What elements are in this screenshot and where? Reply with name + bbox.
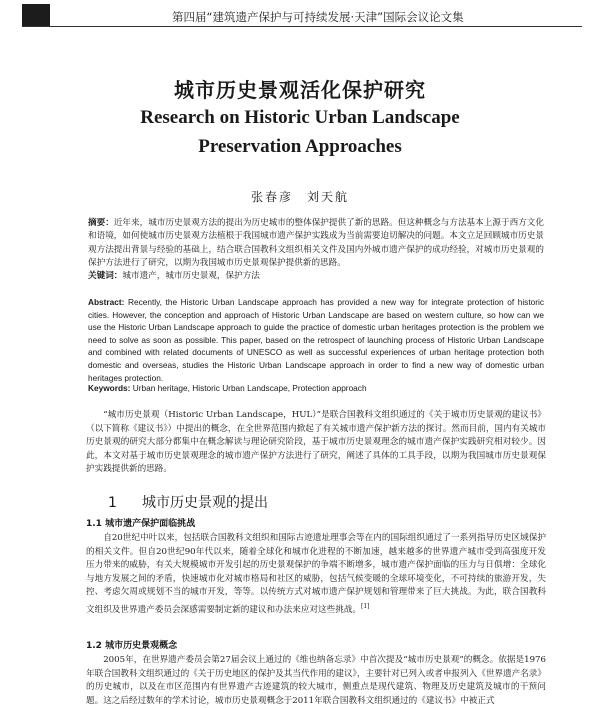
- paper-title-en-line2: Preservation Approaches: [198, 136, 402, 157]
- keywords-en: [88, 382, 544, 395]
- subsection-1-1-text: 自20世纪中叶以来，包括联合国教科文组织和国际古迹遗址理事会等在内的国际组织通过了一系列指导历史区域保护的相关文件。但自20世纪90年代以来，随着全球化和城市化进程的不断加速，越来越多的世界遗产城市受到高强度开发压力带来的威胁，有关大规模城市开发引起的历史景观保护的争端不断增多，城市遗产保护面临的压力与日俱增：全球化与地方发展之间的矛盾，快速城市化对城市格局和社区的威胁，包括气候变暖的全球环境变化，不可持续的旅游开发，失控、考虑欠周或规划不当的城市开发，等等。以传统方式对城市遗产保护规划和管理带来了巨大挑战。为此，联合国教科文组织及世界遗产委员会深感需要制定新的建议和办法来应对这些挑战。: [86, 533, 546, 615]
- authors: 张春彦 刘天航: [250, 190, 349, 204]
- running-header: [22, 4, 582, 28]
- paper-title-en-line1: Research on Historic Urban Landscape: [140, 107, 460, 128]
- section-1-heading: [108, 492, 268, 512]
- subsection-1-1-number: 1.1: [86, 519, 102, 529]
- abstract-en-text: Recently, the Historic Urban Landscape approach has provided a new way for integrate protection of historic cities. However, the conception and approach of Historic Urban Landscape are based on western culture, so how can we use the Historic Urban Landscape approach to guide the practice of domestic urban heritages protection is the problem we need to solve as soon as possible. This paper, based on the retrospect of launching process of Historic Urban Landscape and combined with related documents of UNESCO as well as successful experiences of urban heritage protection both domestic and overseas, studies the Historic Urban Landscape approach in order to find a new way of domestic urban heritages protection.: [88, 297, 544, 383]
- subsection-1-2-number: 1.2: [86, 641, 102, 651]
- intro-paragraph: “城市历史景观（Historic Urban Landscape，HUL）”是联合国教科文组织通过的《关于城市历史景观的建议书》（以下简称《建议书》）中提出的概念，在全世界范围内掀起了有关城市遗产保护新方法的探讨。然而目前，国内有关城市历史景观的研究大部分都集中在概念解读与理论研究阶段，基于城市历史景观理念的城市遗产保护实践研究相对较少。因此，本文对基于城市历史景观理念的城市遗产保护方法进行了研究，阐述了具体的工具手段，以期为我国城市历史景观保护实践提供新的思路。: [86, 410, 546, 475]
- header-black-block: [22, 4, 50, 26]
- section-1-title: 城市历史景观的提出: [142, 495, 268, 511]
- abstract-en: [88, 296, 544, 384]
- abstract-cn-label: 摘要：: [88, 218, 114, 228]
- keywords-cn-text: 城市遗产，城市历史景观，保护方法: [122, 271, 260, 281]
- subsection-1-1-title: 城市遗产保护面临挑战: [105, 519, 196, 529]
- keywords-cn: [88, 270, 544, 283]
- header-rule: [22, 26, 582, 27]
- abstract-en-label: Abstract:: [88, 297, 125, 307]
- subsection-1-2-heading: [86, 638, 177, 651]
- paper-title-cn: 城市历史景观活化保护研究: [174, 78, 426, 102]
- subsection-1-2-paragraph: 2005年，在世界遗产委员会第27届会议上通过的《维也纳备忘录》中首次提及“城市历史景观”的概念。依据是1976年联合国教科文组织通过的《关于历史地区的保护及其当代作用的建议》，主要针对已列入或者申报列入《世界遗产名录》的历史城市，以及在市区范围内有世界遗产古迹建筑的较大城市，侧重点是现代建筑、物理及历史建筑及城市的干预问题。这之后经过数年的学术讨论，城市历史景观概念于2011年联合国教科文组织通过的《建议书》中被正式: [86, 655, 546, 706]
- abstract-cn-text: 近年来，城市历史景观方法的提出为历史城市的整体保护提供了新的思路。但这种概念与方法基本上源于西方文化和语境，如何使城市历史景观方法植根于我国城市遗产保护实践成为当前需要迫切解决的问题。本文立足回顾城市历史景观方法提出背景与经验的基础上，结合联合国教科文组织相关文件及国内外城市遗产保护的成功经验，对城市历史景观的保护方法进行了研究，以期为我国城市历史景观保护提供新的思路。: [88, 218, 544, 269]
- section-1-number: 1: [108, 495, 117, 511]
- abstract-cn: [88, 217, 544, 271]
- citation-ref: [1]: [361, 602, 370, 610]
- running-title: 第四届“建筑遗产保护与可持续发展·天津”国际会议论文集: [172, 10, 464, 24]
- keywords-en-text: Urban heritage, Historic Urban Landscape, Protection approach: [132, 383, 367, 393]
- subsection-1-1-heading: [86, 516, 195, 529]
- keywords-en-label: Keywords:: [88, 383, 131, 393]
- subsection-1-1-paragraph: [86, 532, 546, 617]
- subsection-1-2-title: 城市历史景观概念: [105, 641, 178, 651]
- keywords-cn-label: 关键词：: [88, 271, 123, 281]
